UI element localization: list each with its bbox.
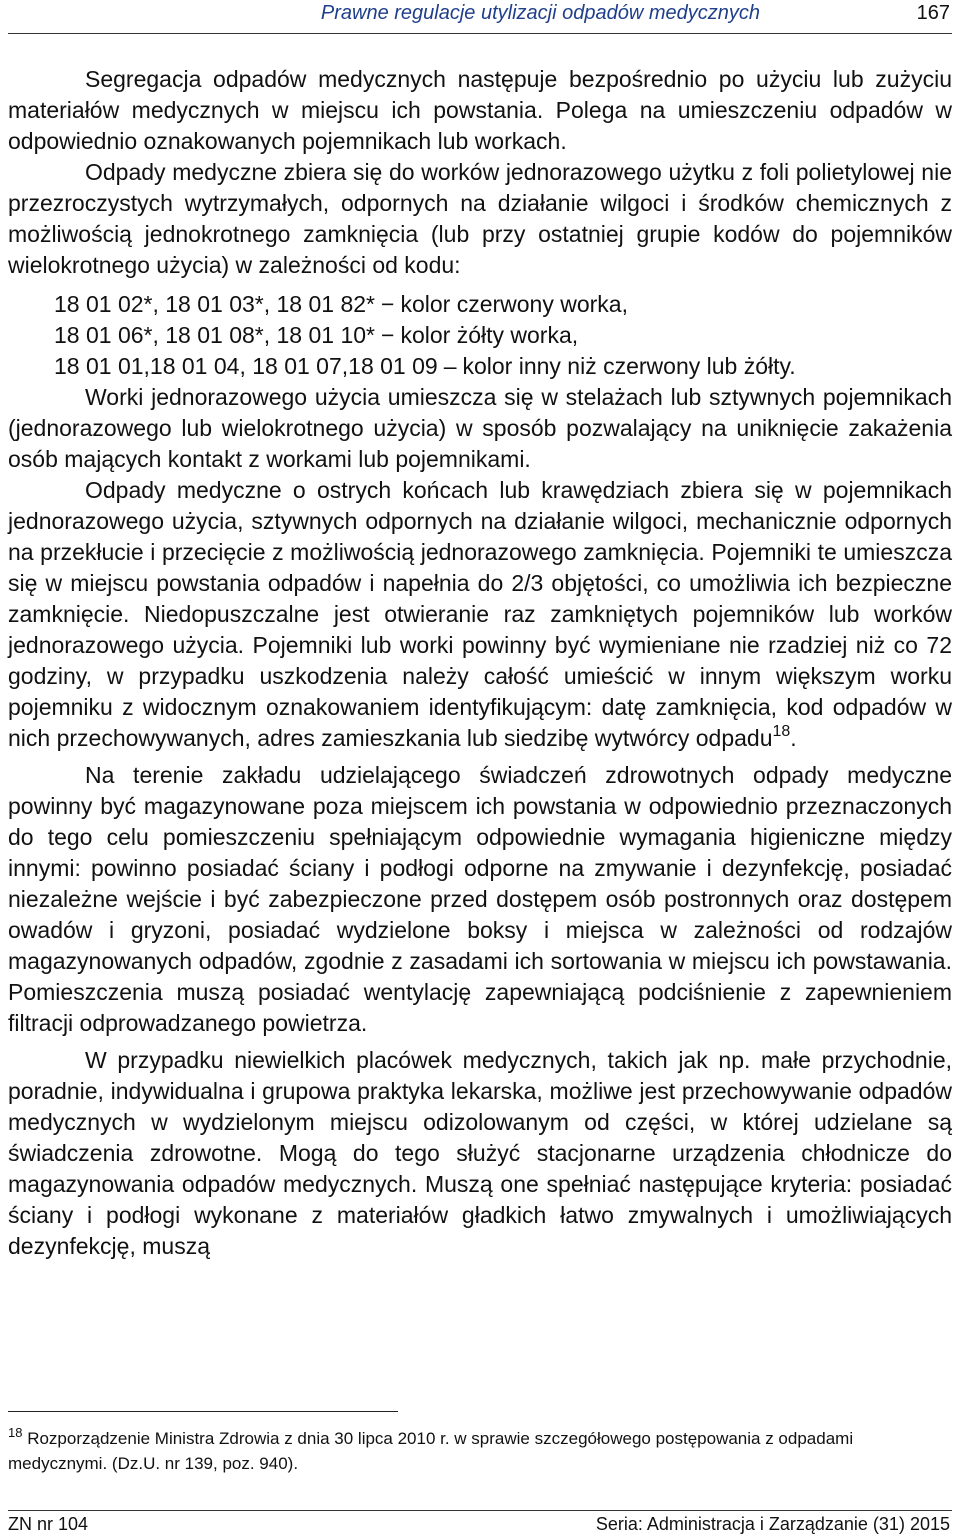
footnote-rule — [8, 1411, 398, 1412]
paragraph-segregation: Segregacja odpadów medycznych następuje bezpośrednio po użyciu lub zużyciu materiałów medycznych w miejscu ich powstania. Polega na umieszczeniu odpadów w odpowiednio oznakowanych pojemnikach lub workach. — [8, 66, 952, 154]
waste-codes: 18 01 02*, 18 01 03*, 18 01 82* — [54, 291, 376, 317]
waste-code-item — [54, 351, 952, 382]
running-title: Prawne regulacje utylizacji odpadów medycznych — [320, 2, 760, 24]
bag-color-description: kolor żółty worka, — [400, 322, 579, 348]
header-rule — [8, 33, 952, 34]
bag-color-description: kolor inny niż czerwony lub żółty. — [462, 353, 796, 379]
paragraph-end-punctuation: . — [790, 725, 797, 751]
waste-codes: 18 01 06*, 18 01 08*, 18 01 10* — [54, 322, 376, 348]
footer-journal-issue: ZN nr 104 — [8, 1514, 89, 1534]
footnote-text: Rozporządzenie Ministra Zdrowia z dnia 30 lipca 2010 r. w sprawie szczegółowego postępowania z odpadami medycznymi. (Dz.U. nr 139, poz. 940). — [8, 1429, 854, 1473]
paragraph-bag-racks: Worki jednorazowego użycia umieszcza się w stelażach lub sztywnych pojemnikach (jednorazowego lub wielokrotnego użycia) w sposób pozwalający na uniknięcie zakażenia osób mających kontakt z workami lub pojemnikami. — [8, 384, 952, 472]
footer-rule — [8, 1510, 952, 1511]
footnote-reference[interactable]: 18 — [772, 723, 791, 740]
paragraph-storage-rooms: Na terenie zakładu udzielającego świadczeń zdrowotnych odpady medyczne powinny być magazynowane poza miejscem ich powstania w odpowiednio przeznaczonych do tego celu pomieszczeniu spełniającym odpowiednie wymagania higieniczne między innymi: powinno posiadać ściany i podłogi odporne na zmywanie i dezynfekcję, posiadać niezależne wejście i być zabezpieczone przed dostępem osób postronnych oraz dostępem owadów i gryzoni, posiadać wydzielone boksy i miejsca w zależności od rodzajów magazynowanych odpadów, zgodnie z zasadami ich sortowania w miejscu ich powstawania. Pomieszczenia muszą posiadać wentylację zapewniającą podciśnienie z zapewnieniem filtracji odprowadzanego powietrza. — [8, 762, 952, 1036]
paragraph-sharp-waste-text: Odpady medyczne o ostrych końcach lub krawędziach zbiera się w pojemnikach jednorazowego użycia, sztywnych odpornych na działanie wilgoci, mechanicznie odpornych na przekłucie i przecięcie z możliwością jednorazowego zamknięcia. Pojemniki te umieszcza się w miejscu powstania odpadów i napełnia do 2/3 objętości, co umożliwia ich bezpieczne zamknięcie. Niedopuszczalne jest otwieranie raz zamkniętych pojemników lub worków jednorazowego użycia. Pojemniki lub worki powinny być wymieniane nie rzadziej niż co 72 godziny, w przypadku uszkodzenia należy całość umieścić w innym większym worku pojemniku z widocznym oznakowaniem identyfikującym: datę zamknięcia, kod odpadów w nich przechowywanych, adres zamieszkania lub siedzibę wytwórcy odpadu — [8, 477, 952, 751]
waste-codes: 18 01 01,18 01 04, 18 01 07,18 01 09 — [54, 353, 438, 379]
waste-code-item — [54, 320, 952, 351]
running-header — [0, 0, 960, 34]
bag-color-description: kolor czerwony worka, — [400, 291, 628, 317]
footer-series: Seria: Administracja i Zarządzanie (31) 2015 — [595, 1514, 950, 1534]
page-number: 167 — [916, 2, 950, 24]
body-text — [8, 64, 952, 1262]
footnote-number: 18 — [8, 1425, 23, 1440]
waste-code-list — [8, 289, 952, 382]
code-dash: – — [443, 353, 457, 379]
code-dash: − — [381, 291, 395, 317]
waste-code-item — [54, 289, 952, 320]
code-dash: − — [381, 322, 395, 348]
paragraph-sharp-waste — [8, 475, 952, 754]
footnote — [8, 1426, 952, 1476]
paragraph-small-facilities: W przypadku niewielkich placówek medycznych, takich jak np. małe przychodnie, poradnie, indywidualna i grupowa praktyka lekarska, możliwe jest przechowywanie odpadów medycznych w wydzielonym miejscu odizolowanym od części, w której udzielane są świadczenia zdrowotne. Mogą do tego służyć stacjonarne urządzenia chłodnicze do magazynowania odpadów medycznych. Muszą one spełniać następujące kryteria: posiadać ściany i podłogi wykonane z materiałów gładkich łatwo zmywalnych i umożliwiających dezynfekcję, muszą — [8, 1047, 952, 1259]
paragraph-collection: Odpady medyczne zbiera się do worków jednorazowego użytku z foli polietylowej nie przezroczystych wytrzymałych, odpornych na działanie wilgoci i środków chemicznych z możliwością jednokrotnego zamknięcia (lub przy ostatniej grupie kodów do pojemników wielokrotnego użycia) w zależności od kodu: — [8, 159, 952, 278]
